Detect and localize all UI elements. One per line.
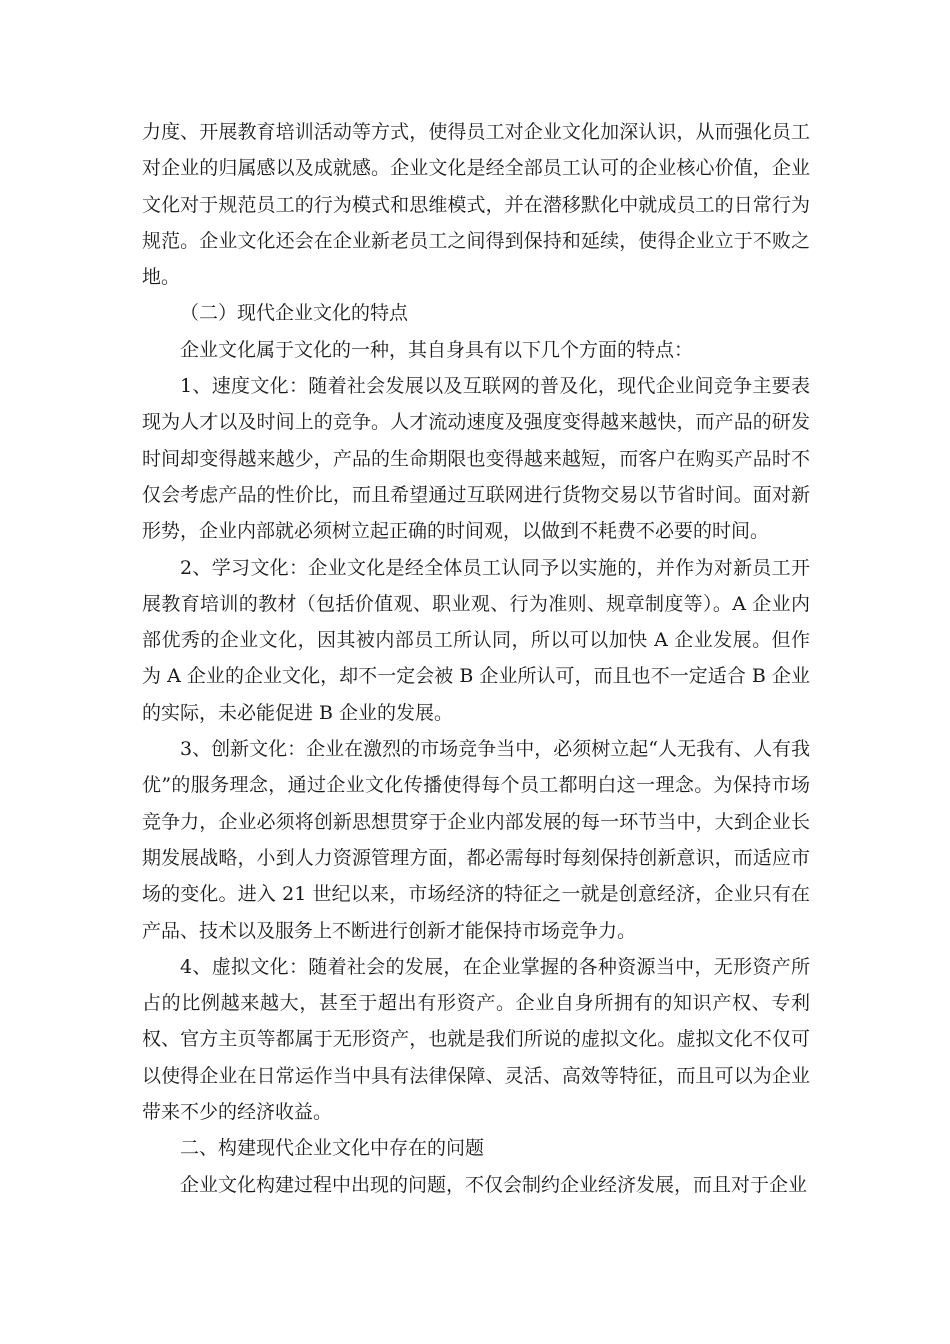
paragraph-speed-culture: 1、速度文化：随着社会发展以及互联网的普及化，现代企业间竞争主要表现为人才以及时间上的竞争。人才流动速度及强度变得越来越快，而产品的研发时间却变得越来越少，产品的生命期限也变得越来越短，而客户在购买产品时不仅会考虑产品的性价比，而且希望通过互联网进行货物交易以节省时间。面对新形势，企业内部就必须树立起正确的时间观，以做到不耗费不必要的时间。	[142, 375, 810, 543]
paragraph-problems-intro: 企业文化构建过程中出现的问题，不仅会制约企业经济发展，而且对于企业	[180, 1173, 808, 1196]
section-heading-problems: 二、构建现代企业文化中存在的问题	[180, 1137, 485, 1160]
paragraph-features-intro: 企业文化属于文化的一种，其自身具有以下几个方面的特点：	[180, 338, 694, 361]
paragraph-continuation: 力度、开展教育培训活动等方式，使得员工对企业文化加深认识，从而强化员工对企业的归属感以及成就感。企业文化是经全部员工认可的企业核心价值，企业文化对于规范员工的行为模式和思维模式，并在潜移默化中就成员工的日常行为规范。企业文化还会在企业新老员工之间得到保持和延续，使得企业立于不败之地。	[142, 121, 810, 289]
document-page	[142, 114, 810, 1203]
paragraph-learning-culture: 2、学习文化：企业文化是经全体员工认同予以实施的，并作为对新员工开展教育培训的教材（包括价值观、职业观、行为准则、规章制度等）。A 企业内部优秀的企业文化，因其被内部员工所认同，所以可以加快 A 企业发展。但作为 A 企业的企业文化，却不一定会被 B 企业所认可，而且也不一定适合 B 企业的实际，未必能促进 B 企业的发展。	[142, 556, 810, 724]
paragraph-virtual-culture: 4、虚拟文化：随着社会的发展，在企业掌握的各种资源当中，无形资产所占的比例越来越大，甚至于超出有形资产。企业自身所拥有的知识产权、专利权、官方主页等都属于无形资产，也就是我们所说的虚拟文化。虚拟文化不仅可以使得企业在日常运作当中具有法律保障、灵活、高效等特征，而且可以为企业带来不少的经济收益。	[142, 955, 810, 1124]
paragraph-innovation-culture: 3、创新文化：企业在激烈的市场竞争当中，必须树立起“人无我有、人有我优”的服务理念，通过企业文化传播使得每个员工都明白这一理念。为保持市场竞争力，企业必须将创新思想贯穿于企业内部发展的每一环节当中，大到企业长期发展战略，小到人力资源管理方面，都必需每时每刻保持创新意识，而适应市场的变化。进入 21 世纪以来，市场经济的特征之一就是创意经济，企业只有在产品、技术以及服务上不断进行创新才能保持市场竞争力。	[142, 738, 810, 942]
section-heading-features: （二）现代企业文化的特点	[180, 302, 409, 325]
